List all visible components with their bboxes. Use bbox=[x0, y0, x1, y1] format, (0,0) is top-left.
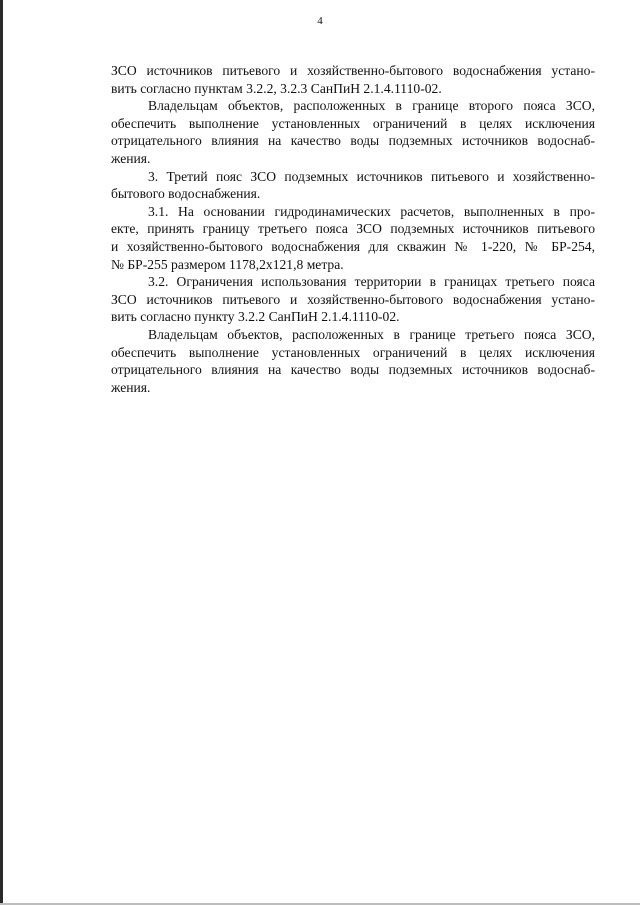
text-line: 3.1. На основании гидродинамических расчетов, выполненных в про- bbox=[148, 203, 595, 219]
text-line: вить согласно пункту 3.2.2 СанПиН 2.1.4.1110-02. bbox=[111, 309, 400, 325]
text-line: вить согласно пунктам 3.2.2, 3.2.3 СанПиН 2.1.4.1110-02. bbox=[111, 80, 442, 96]
text-line: № БР-255 размером 1178,2х121,8 метра. bbox=[111, 256, 344, 272]
text-line: ЗСО источников питьевого и хозяйственно-бытового водоснабжения устано- bbox=[111, 291, 595, 307]
scan-left-edge bbox=[0, 0, 3, 905]
text-line: 3.2. Ограничения использования территории в границах третьего пояса bbox=[148, 274, 595, 290]
text-line: отрицательного влияния на качество воды подземных источников водоснаб- bbox=[111, 362, 595, 378]
text-line: Владельцам объектов, расположенных в границе третьего пояса ЗСО, bbox=[148, 326, 595, 342]
text-line: обеспечить выполнение установленных ограничений в целях исключения bbox=[111, 344, 595, 360]
text-line: отрицательного влияния на качество воды подземных источников водоснаб- bbox=[111, 133, 595, 149]
text-line: и хозяйственно-бытового водоснабжения для скважин № 1-220, № БР-254, bbox=[111, 238, 595, 254]
text-line: Владельцам объектов, расположенных в границе второго пояса ЗСО, bbox=[148, 98, 595, 114]
section-heading-line: бытового водоснабжения. bbox=[111, 186, 261, 202]
text-line: жения. bbox=[111, 150, 151, 166]
text-line: ЗСО источников питьевого и хозяйственно-бытового водоснабжения устано- bbox=[111, 63, 595, 78]
text-line: обеспечить выполнение установленных ограничений в целях исключения bbox=[111, 115, 595, 131]
text-line: жения. bbox=[111, 379, 151, 395]
section-heading-line: 3. Третий пояс ЗСО подземных источников питьевого и хозяйственно- bbox=[148, 168, 595, 184]
document-body bbox=[111, 62, 595, 396]
page-number: 4 bbox=[317, 15, 323, 27]
text-line: екте, принять границу третьего пояса ЗСО подземных источников питьевого bbox=[111, 221, 595, 237]
